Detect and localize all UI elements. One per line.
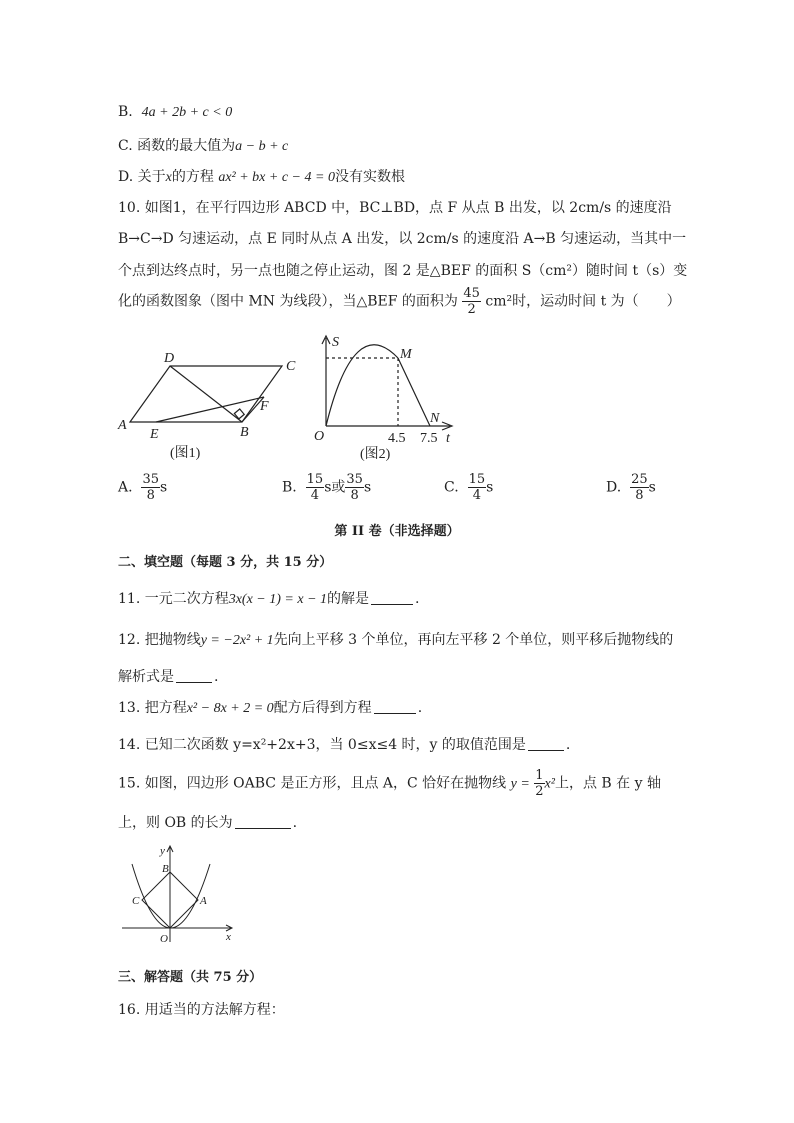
q9-option-b: B. 4a + 2b + c < 0 xyxy=(118,104,233,120)
segment-ef xyxy=(156,397,264,422)
curve-om xyxy=(326,345,398,426)
svg-text:C: C xyxy=(132,895,140,907)
label-a: A xyxy=(118,418,127,433)
q10-figure-1 xyxy=(112,352,312,464)
q14: 14. 已知二次函数 y=x²+2x+3，当 0≤x≤4 时，y 的取值范围是 . xyxy=(118,737,571,753)
figure-1-caption: (图1) xyxy=(170,446,201,461)
q9-option-d: D. 关于x的方程 ax² + bx + c − 4 = 0没有实数根 xyxy=(118,169,405,185)
q9-option-c-expression: a − b + c xyxy=(235,139,289,154)
q12-answer-blank[interactable] xyxy=(176,668,212,683)
label-o: O xyxy=(314,429,325,444)
q16: 16. 用适当的方法解方程： xyxy=(118,1002,285,1018)
svg-text:A: A xyxy=(200,895,207,907)
q13-answer-blank[interactable] xyxy=(374,699,416,714)
label-e: E xyxy=(150,427,159,442)
q10-area-fraction: $\frac{45}{2}$ xyxy=(463,286,480,317)
part-2-title: 第 II 卷（非选择题） xyxy=(334,524,460,539)
tick-label-4-5: 4.5 xyxy=(388,431,406,446)
q10-line-2: B→C→D 匀速运动，点 E 同时从点 A 出发，以 2cm/s 的速度沿 A→B 匀速运动，当其中一 xyxy=(118,231,687,247)
q15-answer-blank[interactable] xyxy=(235,814,291,829)
q10-option-b: B. $\frac{15}{4}$ s或 $\frac{35}{8}$ s xyxy=(282,472,372,503)
q11-answer-blank[interactable] xyxy=(371,590,413,605)
section-3-heading: 三、解答题（共 75 分） xyxy=(118,970,263,985)
svg-text:O: O xyxy=(160,933,168,945)
q13: 13. 把方程x² − 8x + 2 = 0配方后得到方程 . xyxy=(118,700,423,716)
label-f: F xyxy=(260,399,269,414)
q15-line-1: 15. 如图，四边形 OABC 是正方形，且点 A，C 恰好在抛物线 y = $\frac{1}{2}$ x²上，点 B 在 y 轴 xyxy=(118,768,661,799)
q9-option-b-expression: 4a + 2b + c < 0 xyxy=(141,105,233,120)
segment-mn xyxy=(398,358,430,426)
q14-answer-blank[interactable] xyxy=(528,736,564,751)
tick-label-7-5: 7.5 xyxy=(420,431,438,446)
q10-line-4: 化的函数图象（图中 MN 为线段），当△BEF 的面积为 $\frac{45}{2}$ cm²时，运动时间 t 为（ ） xyxy=(118,286,681,317)
segment-bd xyxy=(170,366,242,422)
label-b: B xyxy=(240,425,249,440)
q10-option-c: C. $\frac{15}{4}$ s xyxy=(444,472,494,503)
q10-line-1: 10. 如图1，在平行四边形 ABCD 中，BC⊥BD，点 F 从点 B 出发，以 2cm/s 的速度沿 xyxy=(118,200,672,216)
label-s: S xyxy=(332,335,339,350)
q12-line-2: 解析式是 . xyxy=(118,669,219,685)
label-m: M xyxy=(400,347,412,362)
label-n: N xyxy=(430,411,440,426)
figure-2-caption: (图2) xyxy=(360,447,391,462)
q10-option-d: D. $\frac{25}{8}$ s xyxy=(606,472,656,503)
q15-figure xyxy=(118,842,238,948)
svg-text:y: y xyxy=(160,845,165,857)
svg-text:x: x xyxy=(226,931,231,943)
svg-text:B: B xyxy=(162,863,169,875)
q10-figure-2 xyxy=(310,332,470,464)
q12-line-1: 12. 把抛物线y = −2x² + 1先向上平移 3 个单位，再向左平移 2 个单位，则平移后抛物线的 xyxy=(118,632,674,648)
label-t: t xyxy=(446,431,450,446)
q10-line-3: 个点到达终点时，另一点也随之停止运动，图 2 是△BEF 的面积 S（cm²）随时间 t（s）变 xyxy=(118,263,688,279)
q11: 11. 一元二次方程3x(x − 1) = x − 1的解是 . xyxy=(118,591,420,607)
section-2-heading: 二、填空题（每题 3 分，共 15 分） xyxy=(118,555,333,570)
q15-fraction: $\frac{1}{2}$ xyxy=(535,768,544,799)
label-d: D xyxy=(164,352,175,366)
q9-option-d-expression: ax² + bx + c − 4 = 0 xyxy=(218,170,335,185)
q10-option-a: A. $\frac{35}{8}$ s xyxy=(118,472,168,503)
label-c: C xyxy=(286,359,296,374)
q15-line-2: 上，则 OB 的长为 . xyxy=(118,815,298,831)
q9-option-c: C. 函数的最大值为a − b + c xyxy=(118,138,289,154)
